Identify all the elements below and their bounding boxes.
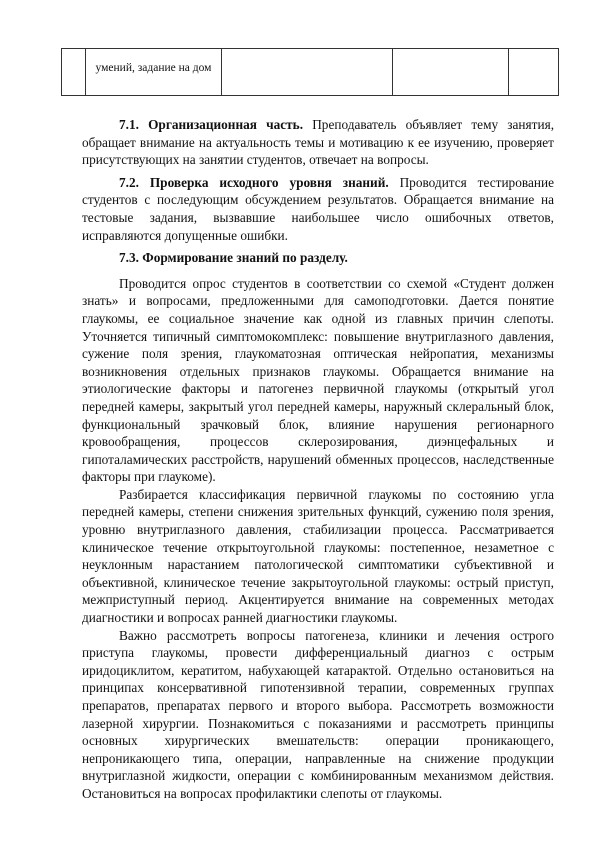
summary-table	[61, 48, 559, 96]
table-row	[62, 49, 559, 96]
paragraph: Разбирается классификация первичной глаукомы по состоянию угла передней камеры, степени снижения зрительных функций, сужению поля зрения, уровню внутриглазного давления, стабилизации процесса. Рассматривается клиническое течение открытоугольной глаукомы: постепенное, незаметное с неуклонным нарастанием патологической симптоматики субъективной и объективной, клиническое течение закрытоугольной глаукомы: острый приступ, межприступный период. Акцентируется внимание на современных методах диагностики и вопросах ранней диагностики глаукомы.	[82, 486, 554, 626]
table-cell	[222, 49, 393, 96]
table-cell	[86, 49, 222, 96]
section-heading: 7.1. Организационная часть.	[119, 117, 304, 132]
section-heading: 7.3. Формирование знаний по разделу.	[119, 250, 348, 266]
section-text: Проводится тестирование студентов с последующим обсуждением результатов. Обращается внимание на тестовые задания, вызвавшие наибольшее число ошибочных ответов, исправляются допущенные ошибки.	[82, 174, 554, 243]
section-7-3	[82, 249, 554, 267]
section-7-2	[82, 174, 554, 244]
section-7-1	[82, 116, 554, 169]
table-cell	[393, 49, 509, 96]
table-cell	[62, 49, 86, 96]
document-body	[82, 116, 554, 803]
table-cell-text: умений, задание на дом	[95, 62, 212, 74]
paragraph: Важно рассмотреть вопросы патогенеза, клиники и лечения острого приступа глаукомы, провести дифференциальный диагноз с острым иридоциклитом, кератитом, набухающей катарактой. Отдельно остановиться на принципах консервативной гипотензивной терапии, современных группах препаратов, препаратах первого и второго выбора. Рассмотреть возможности лазерной хирургии. Познакомиться с показаниями и рассмотреть принципы основных хирургических вмешательств: операции проникающего, непроникающего типа, операции, направленные на снижение продукции внутриглазной жидкости, операции с комбинированным механизмом действия. Остановиться на вопросах профилактики слепоты от глаукомы.	[82, 627, 554, 801]
section-heading: 7.2. Проверка исходного уровня знаний.	[119, 174, 389, 190]
table-cell	[509, 49, 559, 96]
paragraph: Проводится опрос студентов в соответствии со схемой «Студент должен знать» и вопросами, предложенными для самоподготовки. Дается понятие глаукомы, ее социальное значение как одной из главных причин слепоты. Уточняется типичный симптомокомплекс: повышение внутриглазного давления, сужение поля зрения, глаукоматозная оптическая нейропатия, механизмы возникновения отдельных признаков глаукомы. Обращается внимание на этиологические факторы и патогенез первичной глаукомы (открытый угол передней камеры, закрытый угол передней камеры, наружный склеральный блок, функциональный зрачковый блок, влияние нарушения регионарного кровообращения, процессов склерозирования, диэнцефальных и гипоталамических расстройств, нарушений обменных процессов, наследственные факторы при глаукоме).	[82, 275, 554, 485]
section-text: Преподаватель объявляет тему занятия, обращает внимание на актуальность темы и мотивацию к ее изучению, проверяет присутствующих на занятии студентов, отвечает на вопросы.	[82, 117, 555, 168]
